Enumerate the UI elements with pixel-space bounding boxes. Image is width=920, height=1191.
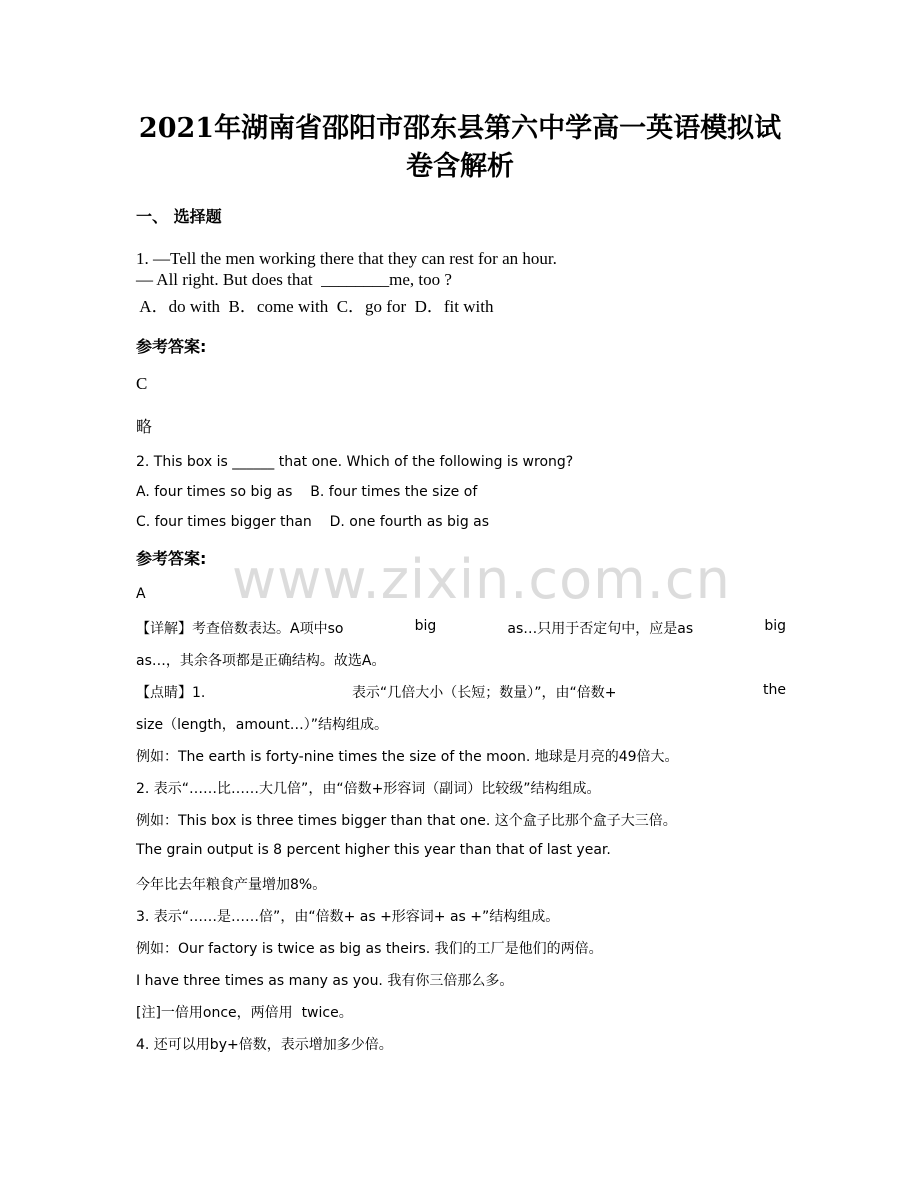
q2-detail-line-2: as…，其余各项都是正确结构。故选A。 xyxy=(136,653,386,669)
example-5: I have three times as many as you. 我有你三倍那么多。 xyxy=(136,973,514,989)
example-3: The grain output is 8 percent higher this year than that of last year. xyxy=(136,842,611,858)
example-2: 例如：This box is three times bigger than that one. 这个盒子比那个盒子大三倍。 xyxy=(136,813,677,829)
q2-tip-line-2: size（length，amount…）”结构组成。 xyxy=(136,717,389,733)
tip-part-1: 【点睛】1. xyxy=(136,685,206,701)
detail-part-1: 【详解】考查倍数表达。A项中so xyxy=(136,621,344,637)
q1-stem-line-1: 1. —Tell the men working there that they can rest for an hour. xyxy=(136,249,557,268)
example-3-translation: 今年比去年粮食产量增加8%。 xyxy=(136,877,327,893)
rule-4: 4. 还可以用by+倍数，表示增加多少倍。 xyxy=(136,1037,393,1053)
detail-part-4: big xyxy=(764,618,786,634)
q1-stem-line-2: — All right. But does that ________me, too ? xyxy=(136,270,452,289)
q2-stem: 2. This box is ______ that one. Which of the following is wrong? xyxy=(136,454,574,470)
q2-options-line-1: A. four times so big as B. four times the size of xyxy=(136,484,478,500)
watermark: www.zixin.com.cn xyxy=(232,548,731,611)
detail-part-3: as…只用于否定句中，应是as xyxy=(507,621,694,637)
example-1: 例如：The earth is forty-nine times the size of the moon. 地球是月亮的49倍大。 xyxy=(136,749,679,765)
q2-options-line-2: C. four times bigger than D. one fourth as big as xyxy=(136,514,490,530)
section-heading: 一、 选择题 xyxy=(136,207,222,226)
tip-part-2: 表示“几倍大小（长短；数量）”，由“倍数+ xyxy=(351,685,617,701)
example-4: 例如：Our factory is twice as big as theirs. 我们的工厂是他们的两倍。 xyxy=(136,941,603,957)
document-title xyxy=(100,110,820,186)
tip-part-3: the xyxy=(763,682,786,698)
q2-answer: A xyxy=(136,586,146,602)
title-line-1: 2021年湖南省邵阳市邵东县第六中学高一英语模拟试 xyxy=(138,113,782,144)
note: [注]一倍用once，两倍用 twice。 xyxy=(136,1005,353,1021)
rule-3: 3. 表示“……是……倍”，由“倍数+ as +形容词+ as +”结构组成。 xyxy=(136,909,560,925)
rule-2: 2. 表示“……比……大几倍”，由“倍数+形容词（副词）比较级”结构组成。 xyxy=(136,781,601,797)
title-line-2: 卷含解析 xyxy=(406,151,514,182)
q1-explanation: 略 xyxy=(136,417,153,436)
q2-detail-line-1 xyxy=(136,618,786,638)
q2-answer-label: 参考答案: xyxy=(136,549,207,568)
q1-answer-label: 参考答案: xyxy=(136,337,207,356)
q1-options: A．do with B．come with C．go for D．fit with xyxy=(136,297,494,316)
q2-tip-line-1 xyxy=(136,682,786,702)
detail-part-2: big xyxy=(414,618,437,634)
q1-answer: C xyxy=(136,374,148,393)
